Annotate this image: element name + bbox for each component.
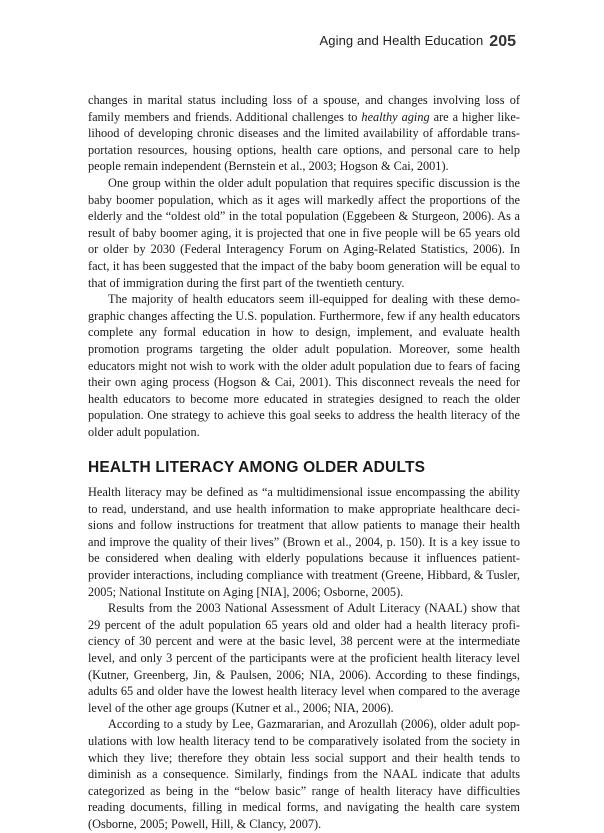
paragraph: One group within the older adult population that requires specific discussion is the baby boomer population, which as it ages will markedly affect the proportions of the elderly and the “oldest old” in the total population (Eggebeen & Sturgeon, 2006). As a result of baby boomer aging, it is projected that one in five people will be 65 years old or older by 2030 (Federal Interagency Forum on Aging-Related Statistics, 2006). In fact, it has been suggested that the impact of the baby boom generation will be equal to that of immigration during the first part of the twentieth century. (88, 175, 520, 290)
body-text (88, 92, 520, 833)
paragraph: Health literacy may be defined as “a multidimensional issue encompassing the ability to read, understand, and use health information to make appropriate healthcare decisions and follow instructions for treatment that allow patients to manage their health and improve the quality of their lives” (Brown et al., 2004, p. 150). It is a key issue to be considered when dealing with elderly populations because it influences patient-provider interactions, including compliance with treatment (Greene, Hibbard, & Tusler, 2005; National Institute on Aging [NIA], 2006; Osborne, 2005). (88, 485, 520, 599)
running-head-title: Aging and Health Education (319, 33, 484, 48)
emphasis-text: healthy aging (361, 109, 430, 124)
paragraph: changes in marital status including loss of a spouse, and changes involving loss of family members and friends. Additional challenges to healthy aging are a higher likelihood of developing chronic diseases and the limited availability of affordable transportation resources, housing options, health care options, and personal care to help people remain independent (Bernstein et al., 2003; Hogson & Cai, 2001). (88, 93, 520, 174)
paragraph: The majority of health educators seem ill-equipped for dealing with these demographic changes affecting the U.S. population. Furthermore, few if any health educators complete any formal education in how to design, implement, and evaluate health promotion programs targeting the older adult population. Moreover, some health educators might not wish to work with the older adult population due to fears of facing their own aging process (Hogson & Cai, 2001). This disconnect reveals the need for health educators to become more educated in strategies designed to reach the older population. One strategy to achieve this goal seeks to address the health literacy of the older adult population. (88, 292, 520, 439)
page-number: 205 (489, 33, 516, 50)
section-heading: HEALTH LITERACY AMONG OLDER ADULTS (88, 459, 426, 477)
paragraph: According to a study by Lee, Gazmararian, and Arozullah (2006), older adult populations with low health literacy tend to be comparatively isolated from the society in which they live; therefore they obtain less social support and their health tends to diminish as a consequence. Similarly, findings from the NAAL indicate that adults categorized as being in the “below basic” range of health literacy have difficulties reading documents, filling in medical forms, and navigating the health care system (Osborne, 2005; Powell, Hill, & Clancy, 2007). (88, 717, 520, 831)
running-head (320, 32, 516, 50)
paragraph: Results from the 2003 National Assessment of Adult Literacy (NAAL) show that 29 percent of the adult population 65 years old and older had a health literacy proficiency of 30 percent and were at the basic level, 38 percent were at the intermediate level, and only 3 percent of the participants were at the proficient health literacy level (Kutner, Greenberg, Jin, & Paulsen, 2006; NIA, 2006). According to these findings, adults 65 and older have the lowest health literacy level when compared to the average level of the other age groups (Kutner et al., 2006; NIA, 2006). (88, 601, 520, 715)
